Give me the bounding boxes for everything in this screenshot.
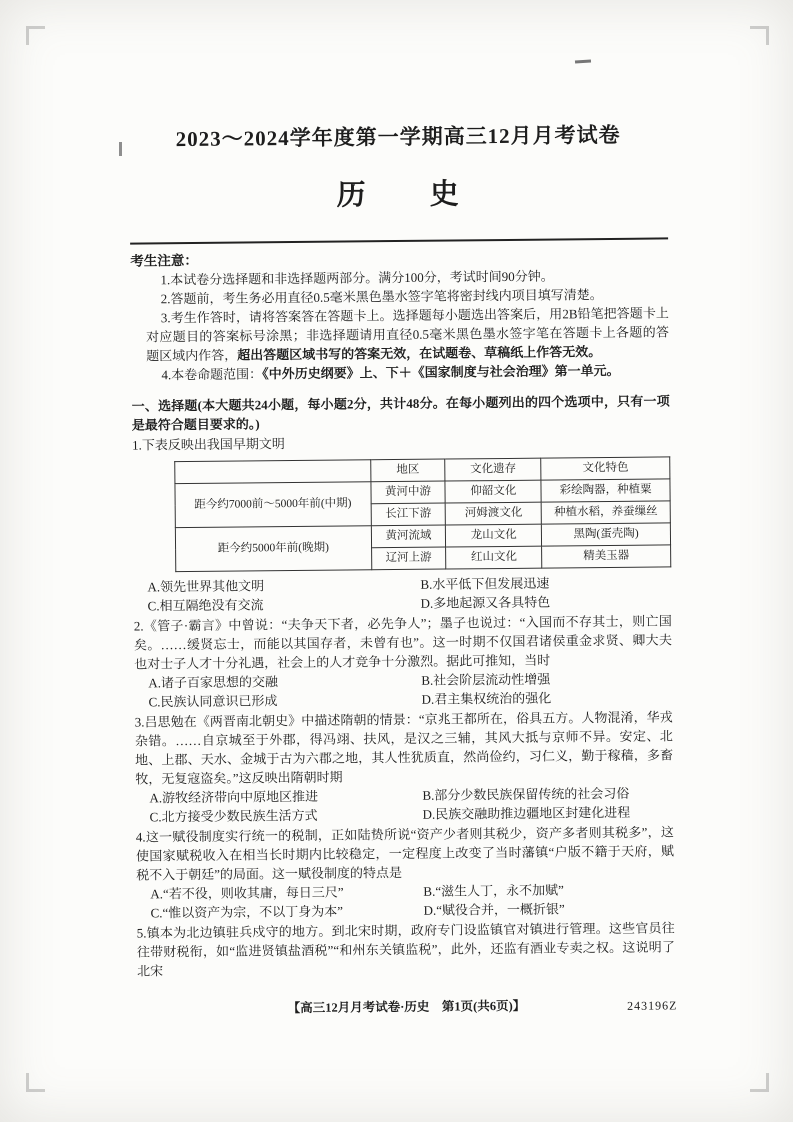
question-3-options [135, 783, 673, 826]
scan-corner-mark [750, 26, 769, 45]
question-3-option-a: A.游牧经济带向中原地区推进 [149, 788, 319, 805]
question-2-option-d: D.君主集权统治的强化 [421, 690, 552, 707]
notice-item-3-emphasis: 超出答题区域书写的答案无效，在试题卷、草稿纸上作答无效。 [237, 343, 602, 363]
table-corner-cell [175, 459, 371, 483]
table-cell: 龙山文化 [446, 524, 542, 547]
scan-corner-mark [750, 1073, 769, 1092]
question-4-option-a: A.“若不役，则收其庸，每日三尺” [150, 884, 344, 901]
question-1-option-d: D.多地起源又各具特色 [420, 594, 551, 611]
table-cell: 长江下游 [371, 503, 446, 526]
candidate-notice-block [130, 246, 669, 384]
question-2 [134, 611, 673, 711]
table-cell: 红山文化 [446, 546, 542, 569]
question-1-option-b: B.水平低下但发展迅速 [420, 575, 550, 592]
table-cell: 精美玉器 [542, 544, 671, 567]
scan-corner-mark [26, 26, 45, 45]
question-1-option-c: C.相互隔绝没有交流 [147, 596, 264, 613]
question-4-options [136, 879, 674, 922]
question-5 [137, 918, 676, 980]
question-2-option-c: C.民族认同意识已形成 [148, 692, 278, 709]
notice-heading: 考生注意： [130, 252, 198, 269]
footer-label: 【高三12月月考试卷·历史 第1页(共6页)】 [287, 998, 526, 1015]
question-3-option-c: C.北方接受少数民族生活方式 [149, 807, 318, 824]
question-3-option-d: D.民族交融助推边疆地区封建化进程 [422, 804, 631, 822]
question-4-option-d: D.“赋役合并，一概折银” [423, 900, 565, 918]
question-5-stem: 5.镇本为北边镇驻兵戍守的地方。到北宋时期，政府专门设监镇官对镇进行管理。这些官员往往带财税衔，如“监进贤镇盐酒税”“和州东关镇监税”，此外，还监有酒业专卖之权。这说明了北宋 [136, 919, 675, 979]
section-heading-choice-questions: 一、选择题(本大题共24小题，每小题2分，共计48分。在每小题列出的四个选项中，只有一项是最符合题目要求的。) [131, 392, 670, 433]
question-4 [136, 822, 675, 922]
table-period-late: 距今约5000年前(晚期) [175, 525, 371, 571]
table-period-middle: 距今约7000前～5000年前(中期) [175, 481, 371, 527]
question-1-stem: 1.下表反映出我国早期文明 [131, 435, 285, 453]
header-divider-line [130, 237, 668, 244]
notice-item-2: 2.答题前，考生务必用直径0.5毫米黑色墨水签字笔将密封线内项目填写清楚。 [160, 286, 603, 306]
notice-item-3 [131, 303, 670, 365]
table-cell: 辽河上游 [371, 547, 446, 570]
question-2-options [134, 668, 672, 711]
exam-title: 2023～2024学年度第一学期高三12月月考试卷 [175, 122, 621, 152]
early-civilization-table [174, 456, 671, 572]
table-cell: 黑陶(蛋壳陶) [542, 522, 671, 545]
exam-subject: 历 史 [336, 178, 461, 212]
question-1 [132, 430, 672, 615]
notice-item-1: 1.本试卷分选择题和非选择题两部分。满分100分，考试时间90分钟。 [160, 268, 554, 287]
question-2-stem: 2.《管子·霸言》中曾说：“夫争天下者，必先争人”；墨子也说过：“入国而不存其士，则亡国矣。……缓贤忘士，而能以其国存者，未曾有也”。这一时期不仅国君诸侯重金求贤、卿大夫也对士子人才十分礼遇，社会上的人才竞争十分激烈。据此可推知，当时 [133, 612, 673, 672]
table-cell: 黄河流域 [371, 525, 446, 548]
scan-corner-mark [26, 1073, 45, 1092]
scan-smudge-dash [575, 59, 591, 63]
question-4-stem: 4.这一赋役制度实行统一的税制，正如陆贽所说“资产少者则其税少，资产多者则其税多”，这使国家赋税收入在相当长时期内比较稳定，一定程度上改变了当时藩镇“户版不籍于天府，赋税不入于朝廷”的局面。这一赋役制度的特点是 [135, 823, 675, 883]
question-2-option-b: B.社会阶层流动性增强 [421, 671, 551, 688]
table-cell: 种植水稻，养蚕缫丝 [541, 500, 670, 523]
question-3-option-b: B.部分少数民族保留传统的社会习俗 [422, 785, 630, 803]
scan-smudge-tick [119, 142, 122, 156]
table-header-region: 地区 [370, 459, 445, 482]
question-4-option-c: C.“惟以资产为宗，不以丁身为本” [150, 903, 344, 920]
table-cell: 彩绘陶器，种植粟 [541, 478, 670, 501]
question-2-option-a: A.诸子百家思想的交融 [148, 673, 279, 690]
question-1-option-a: A.领先世界其他文明 [147, 577, 265, 594]
table-header-feature: 文化特色 [541, 456, 670, 479]
question-1-options [133, 572, 671, 615]
table-cell: 黄河中游 [370, 481, 445, 504]
page-code: 243196Z [627, 997, 678, 1013]
question-3 [135, 707, 674, 826]
notice-item-4-text: 4.本卷命题范围： [161, 365, 263, 382]
table-cell: 仰韶文化 [445, 480, 541, 503]
notice-item-3-text: 3.考生作答时，请将答案答在答题卡上。选择题每小题选出答案后，用2B铅笔把答题卡上对应题目的答案标号涂黑；非选择题请用直径0.5毫米黑色墨水签字笔在答题卡上各题的答题区域内作答， [145, 304, 670, 363]
table-header-relic: 文化遗存 [445, 458, 541, 481]
exam-content [129, 121, 676, 1019]
notice-item-4-scope: 《中外历史纲要》上、下＋《国家制度与社会治理》第一单元。 [262, 362, 620, 381]
table-cell: 河姆渡文化 [446, 502, 542, 525]
question-3-stem: 3.吕思勉在《两晋南北朝史》中描述隋朝的情景：“京兆王都所在，俗具五方。人物混淆，华戎杂错。……自京城至于外郡，得冯翊、扶风，是汉之三辅，其风大抵与京师不异。安定、北地、上郡、天水、金城于古为六郡之地，其人性犹质直，然尚俭约，习仁义，勤于稼穑，多畜牧，无复寇盗矣。”这反映出隋朝时期 [134, 708, 674, 787]
question-4-option-b: B.“滋生人丁，永不加赋” [423, 881, 564, 899]
page-footer [137, 995, 678, 1019]
